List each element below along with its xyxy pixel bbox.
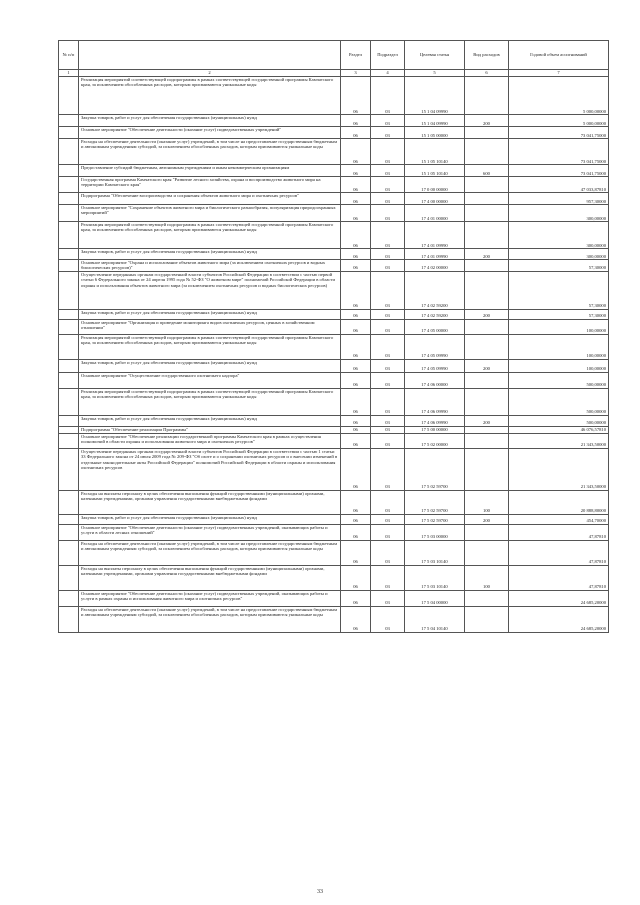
column-number-row (59, 70, 609, 77)
row-amount: 500,00000 (509, 388, 609, 415)
row-subsection: 03 (371, 359, 405, 372)
row-amount: 21 343,50000 (509, 433, 609, 448)
table-row (59, 524, 609, 540)
row-subsection: 03 (371, 205, 405, 222)
row-section: 06 (341, 565, 371, 590)
row-amount: 47,87810 (509, 540, 609, 565)
row-section: 06 (341, 433, 371, 448)
row-subsection: 03 (371, 426, 405, 433)
row-name: Закупка товаров, работ и услуг для обеспечения государственных (муниципальных) нужд (79, 115, 341, 127)
row-amount: 957,30000 (509, 193, 609, 205)
row-kind (465, 524, 509, 540)
row-section: 06 (341, 359, 371, 372)
row-amount: 5 000,00000 (509, 77, 609, 115)
row-name: Реализация мероприятий соответствующей подпрограммы в рамках соответствующей государственной программы Камчатского края, за исключением обособленных расходов, которым присваиваются уникальные коды (79, 334, 341, 359)
row-amount: 47 033,87810 (509, 177, 609, 193)
row-name: Основное мероприятие "Обеспечение деятельности (оказание услуг) подведомственных учреждений" (79, 127, 341, 139)
row-kind (465, 222, 509, 249)
row-subsection: 03 (371, 606, 405, 632)
header-kind: Вид расходов (465, 41, 509, 70)
row-target: 17 4 01 09990 (405, 249, 465, 260)
table-row (59, 334, 609, 359)
row-num (59, 193, 79, 205)
row-num (59, 260, 79, 272)
row-subsection: 03 (371, 127, 405, 139)
row-kind (465, 193, 509, 205)
table-row (59, 565, 609, 590)
row-section: 06 (341, 165, 371, 177)
row-num (59, 177, 79, 193)
row-subsection: 03 (371, 139, 405, 165)
row-section: 06 (341, 193, 371, 205)
row-name: Осуществление переданных органам государственной власти субъектов Российской Федерации в соответствии с частью 1 статьи 33 Федерального закона от 24 июля 2009 года № 209-ФЗ "Об охоте и о сохранении охотничьих ресурсов и о внесении изменений в отдельные законодательные акты Российской Федерации" полномочий Российской Федерации в области охраны и использования охотничьих ресурсов (79, 448, 341, 490)
row-target: 17 4 05 09990 (405, 334, 465, 359)
row-target: 15 1 05 10140 (405, 139, 465, 165)
row-section: 06 (341, 205, 371, 222)
row-num (59, 222, 79, 249)
table-row (59, 222, 609, 249)
row-section: 06 (341, 319, 371, 334)
row-section: 06 (341, 490, 371, 514)
table-row (59, 490, 609, 514)
header-target: Целевая статья (405, 41, 465, 70)
table-row (59, 309, 609, 319)
row-num (59, 433, 79, 448)
row-kind (465, 271, 509, 309)
row-target: 15 1 04 09990 (405, 77, 465, 115)
row-name: Реализация мероприятий соответствующей подпрограммы в рамках соответствующей государственной программы Камчатского края, за исключением обособленных расходов, которым присваиваются уникальные коды (79, 388, 341, 415)
row-amount: 57,30000 (509, 309, 609, 319)
row-section: 06 (341, 540, 371, 565)
row-name: Осуществление переданных органам государственной власти субъектов Российской Федерации в соответствии с частью первой статьи 6 Федерального закона от 24 апреля 1995 года № 52-ФЗ "О животном мире" полномочий Российской Федерации в области охраны и использования объектов животного мира (за исключением охотничьих ресурсов и водных биологических ресурсов) (79, 271, 341, 309)
row-target: 17 4 01 00000 (405, 205, 465, 222)
table-row (59, 271, 609, 309)
row-section: 06 (341, 260, 371, 272)
row-target: 17 4 01 09990 (405, 222, 465, 249)
row-target: 15 1 05 00000 (405, 127, 465, 139)
table-row (59, 319, 609, 334)
row-subsection: 03 (371, 249, 405, 260)
row-kind: 200 (465, 514, 509, 524)
row-amount: 300,00000 (509, 205, 609, 222)
row-kind: 600 (465, 165, 509, 177)
row-num (59, 359, 79, 372)
table-row (59, 77, 609, 115)
row-section: 06 (341, 177, 371, 193)
row-subsection: 03 (371, 165, 405, 177)
row-kind (465, 139, 509, 165)
row-name: Основное мероприятие "Обеспечение деятельности (оказание услуг) подведомственных учреждений, оказывающих работы и услуги в рамках охраны и использования животного мира и охотничьих ресурсов" (79, 590, 341, 606)
row-target: 17 4 06 09990 (405, 388, 465, 415)
row-subsection: 03 (371, 433, 405, 448)
row-amount: 21 343,50000 (509, 448, 609, 490)
row-name: Расходы на выплаты персоналу в целях обеспечения выполнения функций государственными (муниципальными) органами, казенными учреждениями, органами управления государственными внебюджетными фондами (79, 565, 341, 590)
row-kind (465, 205, 509, 222)
row-target: 17 5 04 10140 (405, 606, 465, 632)
row-num (59, 565, 79, 590)
row-target: 17 5 04 00000 (405, 590, 465, 606)
row-subsection: 03 (371, 222, 405, 249)
column-number: 2 (79, 70, 341, 77)
row-kind (465, 77, 509, 115)
row-name: Основное мероприятие "Обеспечение реализации государственной программы Камчатского края в рамках осуществления полномочий в области охраны и использования животного мира и охотничьих ресурсов" (79, 433, 341, 448)
table-row (59, 115, 609, 127)
row-subsection: 03 (371, 309, 405, 319)
row-section: 06 (341, 127, 371, 139)
table-row (59, 433, 609, 448)
row-subsection: 03 (371, 590, 405, 606)
row-section: 06 (341, 115, 371, 127)
row-num (59, 524, 79, 540)
row-amount: 57,30000 (509, 260, 609, 272)
row-amount: 73 041,75000 (509, 165, 609, 177)
row-target: 17 4 05 09990 (405, 359, 465, 372)
page-number: 33 (317, 889, 323, 895)
row-section: 06 (341, 139, 371, 165)
column-number: 4 (371, 70, 405, 77)
row-num (59, 115, 79, 127)
row-amount: 300,00000 (509, 249, 609, 260)
row-subsection: 03 (371, 260, 405, 272)
table-row (59, 205, 609, 222)
row-amount: 24 685,20000 (509, 606, 609, 632)
row-name: Закупка товаров, работ и услуг для обеспечения государственных (муниципальных) нужд (79, 514, 341, 524)
row-name: Основное мероприятие "Охрана и использование объектов животного мира (за исключением охотничьих ресурсов и водных биологических ресурсов)" (79, 260, 341, 272)
row-kind (465, 177, 509, 193)
row-kind (465, 590, 509, 606)
row-target: 17 5 03 10140 (405, 565, 465, 590)
row-section: 06 (341, 590, 371, 606)
table-row (59, 372, 609, 388)
row-target: 17 5 02 59700 (405, 490, 465, 514)
row-target: 17 0 00 00000 (405, 177, 465, 193)
row-num (59, 590, 79, 606)
column-number: 1 (59, 70, 79, 77)
row-subsection: 03 (371, 372, 405, 388)
table-body (59, 77, 609, 633)
row-num (59, 606, 79, 632)
row-amount: 73 041,75000 (509, 127, 609, 139)
row-amount: 100,00000 (509, 334, 609, 359)
row-section: 06 (341, 524, 371, 540)
row-target: 17 4 06 00000 (405, 372, 465, 388)
row-section: 06 (341, 448, 371, 490)
header-total: Годовой объем ассигнований (509, 41, 609, 70)
row-amount: 73 041,75000 (509, 139, 609, 165)
row-kind (465, 334, 509, 359)
row-kind (465, 260, 509, 272)
row-section: 06 (341, 372, 371, 388)
row-num (59, 372, 79, 388)
row-kind (465, 606, 509, 632)
row-target: 17 4 02 00000 (405, 260, 465, 272)
table-row (59, 139, 609, 165)
row-section: 06 (341, 271, 371, 309)
row-target: 17 5 03 10140 (405, 540, 465, 565)
row-kind (465, 127, 509, 139)
row-target: 17 4 05 00000 (405, 319, 465, 334)
row-kind (465, 540, 509, 565)
table-row (59, 426, 609, 433)
row-name: Подпрограмма "Обеспечение реализации Программы" (79, 426, 341, 433)
row-subsection: 03 (371, 388, 405, 415)
row-num (59, 388, 79, 415)
table-row (59, 165, 609, 177)
row-subsection: 03 (371, 177, 405, 193)
row-target: 17 5 02 59700 (405, 448, 465, 490)
table-row (59, 388, 609, 415)
table-row (59, 260, 609, 272)
row-section: 06 (341, 415, 371, 426)
row-kind (465, 448, 509, 490)
row-target: 17 4 06 09990 (405, 415, 465, 426)
row-kind (465, 388, 509, 415)
row-kind (465, 426, 509, 433)
row-num (59, 448, 79, 490)
row-subsection: 03 (371, 448, 405, 490)
row-target: 15 1 05 10140 (405, 165, 465, 177)
row-kind: 200 (465, 115, 509, 127)
row-num (59, 426, 79, 433)
table-row (59, 540, 609, 565)
row-subsection: 03 (371, 524, 405, 540)
row-amount: 100,00000 (509, 359, 609, 372)
row-name: Расходы на обеспечение деятельности (оказание услуг) учреждений, в том числе на предоставление государственным бюджетным и автономным учреждениям субсидий, за исключением обособленных расходов, которым присваиваются уникальные коды (79, 139, 341, 165)
table-row (59, 193, 609, 205)
row-subsection: 03 (371, 271, 405, 309)
table-row (59, 359, 609, 372)
row-num (59, 205, 79, 222)
row-kind (465, 372, 509, 388)
column-number: 5 (405, 70, 465, 77)
table-row (59, 448, 609, 490)
row-amount: 454,70000 (509, 514, 609, 524)
row-name: Государственная программа Камчатского края "Развитие лесного хозяйства, охрана и воспроизводство животного мира на территории Камчатского края" (79, 177, 341, 193)
row-target: 17 4 02 59200 (405, 271, 465, 309)
table-row (59, 415, 609, 426)
budget-table (58, 40, 609, 633)
column-number: 6 (465, 70, 509, 77)
row-num (59, 77, 79, 115)
row-amount: 47,87810 (509, 565, 609, 590)
row-section: 06 (341, 606, 371, 632)
document-page (58, 40, 608, 633)
row-name: Закупка товаров, работ и услуг для обеспечения государственных (муниципальных) нужд (79, 415, 341, 426)
row-subsection: 03 (371, 319, 405, 334)
table-row (59, 127, 609, 139)
row-subsection: 03 (371, 193, 405, 205)
row-num (59, 249, 79, 260)
row-target: 17 5 02 59700 (405, 514, 465, 524)
row-target: 17 5 00 00000 (405, 426, 465, 433)
header-section: Раздел (341, 41, 371, 70)
row-subsection: 03 (371, 334, 405, 359)
row-amount: 24 685,20000 (509, 590, 609, 606)
row-section: 06 (341, 77, 371, 115)
row-amount: 500,00000 (509, 372, 609, 388)
table-row (59, 514, 609, 524)
row-num (59, 334, 79, 359)
row-subsection: 03 (371, 77, 405, 115)
row-name: Закупка товаров, работ и услуг для обеспечения государственных (муниципальных) нужд (79, 309, 341, 319)
row-amount: 300,00000 (509, 222, 609, 249)
row-target: 17 5 03 00000 (405, 524, 465, 540)
row-subsection: 03 (371, 565, 405, 590)
row-num (59, 271, 79, 309)
row-amount: 20 888,80000 (509, 490, 609, 514)
row-subsection: 03 (371, 490, 405, 514)
row-kind: 200 (465, 309, 509, 319)
row-subsection: 03 (371, 540, 405, 565)
row-kind (465, 433, 509, 448)
table-row (59, 606, 609, 632)
row-name: Расходы на обеспечение деятельности (оказание услуг) учреждений, в том числе на предоставление государственным бюджетным и автономным учреждениям субсидий, за исключением обособленных расходов, которым присваиваются уникальные коды (79, 606, 341, 632)
row-num (59, 127, 79, 139)
row-target: 17 5 02 00000 (405, 433, 465, 448)
row-section: 06 (341, 249, 371, 260)
row-kind: 100 (465, 565, 509, 590)
header-name (79, 41, 341, 70)
row-amount: 46 076,57810 (509, 426, 609, 433)
row-name: Расходы на выплаты персоналу в целях обеспечения выполнения функций государственными (муниципальными) органами, казенными учреждениями, органами управления государственными внебюджетными фондами (79, 490, 341, 514)
row-section: 06 (341, 222, 371, 249)
row-kind: 200 (465, 415, 509, 426)
row-name: Закупка товаров, работ и услуг для обеспечения государственных (муниципальных) нужд (79, 359, 341, 372)
row-kind: 100 (465, 490, 509, 514)
table-row (59, 177, 609, 193)
row-name: Основное мероприятие "Осуществление государственного охотничьего надзора" (79, 372, 341, 388)
row-kind (465, 319, 509, 334)
table-row (59, 249, 609, 260)
row-section: 06 (341, 309, 371, 319)
row-name: Основное мероприятие "Организация и проведение мониторинга видов охотничьих ресурсов, ценных в хозяйственном отношении" (79, 319, 341, 334)
row-num (59, 309, 79, 319)
row-num (59, 139, 79, 165)
row-name: Расходы на обеспечение деятельности (оказание услуг) учреждений, в том числе на предоставление государственным бюджетным и автономным учреждениям субсидий, за исключением обособленных расходов, которым присваиваются уникальные коды (79, 540, 341, 565)
row-num (59, 319, 79, 334)
row-kind: 200 (465, 249, 509, 260)
row-subsection: 03 (371, 415, 405, 426)
row-name: Реализация мероприятий соответствующей подпрограммы в рамках соответствующей государственной программы Камчатского края, за исключением обособленных расходов, которым присваиваются уникальные коды (79, 222, 341, 249)
header-num: № п/п (59, 41, 79, 70)
row-amount: 57,30000 (509, 271, 609, 309)
row-subsection: 03 (371, 115, 405, 127)
row-target: 15 1 04 09990 (405, 115, 465, 127)
row-name: Подпрограмма "Обеспечение воспроизводства и сохранения объектов животного мира и охотничьих ресурсов" (79, 193, 341, 205)
row-name: Предоставление субсидий бюджетным, автономным учреждениям и иным некоммерческим организациям (79, 165, 341, 177)
row-amount: 5 000,00000 (509, 115, 609, 127)
table-row (59, 590, 609, 606)
row-subsection: 03 (371, 514, 405, 524)
header-subsection: Подраздел (371, 41, 405, 70)
row-target: 17 4 02 59200 (405, 309, 465, 319)
row-name: Реализация мероприятий соответствующей подпрограммы в рамках соответствующей государственной программы Камчатского края, за исключением обособленных расходов, которым присваиваются уникальные коды (79, 77, 341, 115)
row-name: Основное мероприятие "Обеспечение деятельности (оказание услуг) подведомственных учреждений, оказывающих работы и услуги в области лесных отношений" (79, 524, 341, 540)
row-amount: 500,00000 (509, 415, 609, 426)
row-section: 06 (341, 334, 371, 359)
row-num (59, 540, 79, 565)
row-section: 06 (341, 514, 371, 524)
row-num (59, 415, 79, 426)
row-kind: 200 (465, 359, 509, 372)
header-row (59, 41, 609, 70)
row-amount: 47,87810 (509, 524, 609, 540)
row-section: 06 (341, 426, 371, 433)
row-section: 06 (341, 388, 371, 415)
row-num (59, 490, 79, 514)
row-num (59, 514, 79, 524)
row-amount: 100,00000 (509, 319, 609, 334)
row-name: Основное мероприятие "Сохранение объектов животного мира и биологического разнообразия, популяризация природоохранных мероприятий" (79, 205, 341, 222)
row-target: 17 4 00 00000 (405, 193, 465, 205)
column-number: 7 (509, 70, 609, 77)
column-number: 3 (341, 70, 371, 77)
row-num (59, 165, 79, 177)
row-name: Закупка товаров, работ и услуг для обеспечения государственных (муниципальных) нужд (79, 249, 341, 260)
